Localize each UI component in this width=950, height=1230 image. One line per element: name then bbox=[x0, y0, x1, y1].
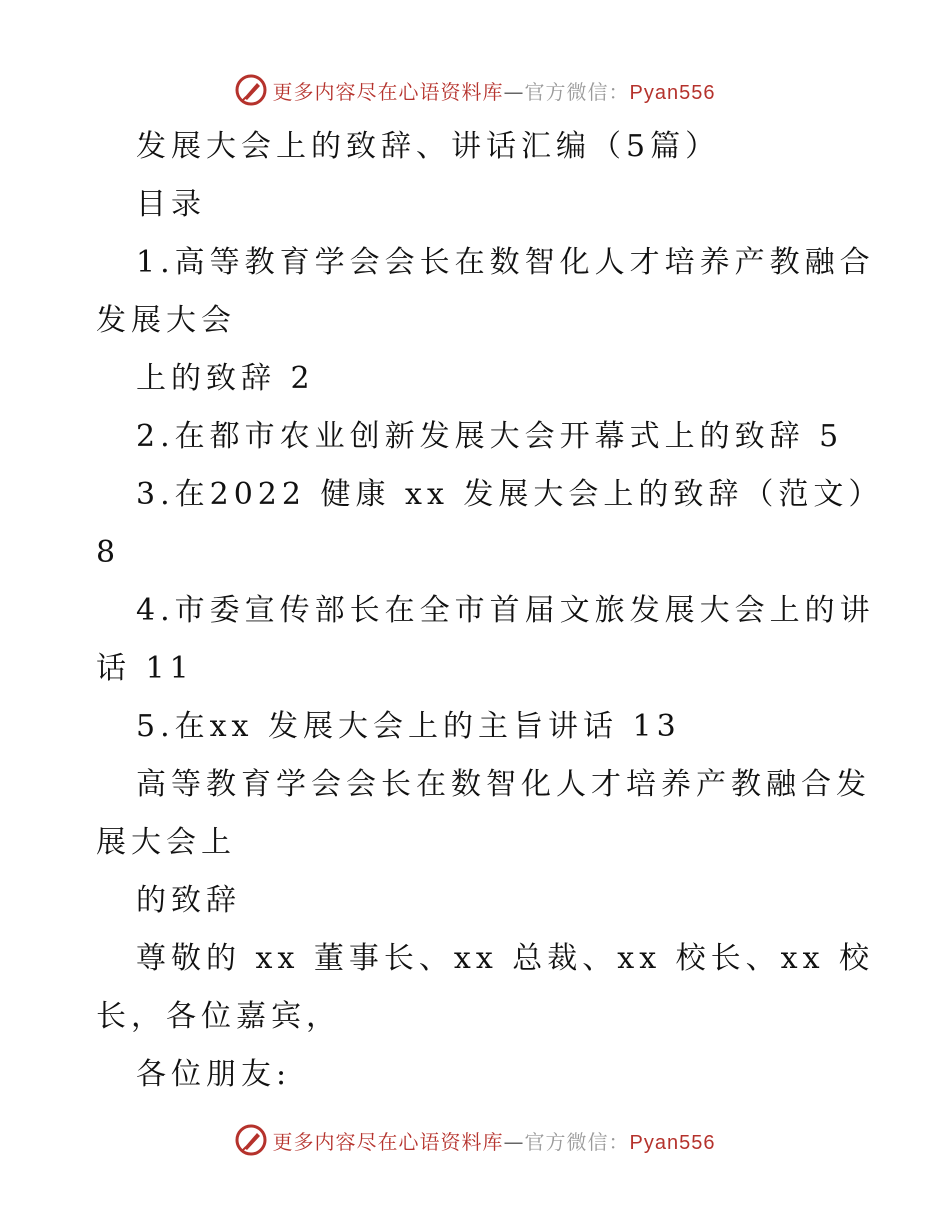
doc-line: 8 bbox=[96, 535, 121, 570]
banner-wechat-label: 官方微信： bbox=[524, 79, 630, 104]
doc-line: 长，各位嘉宾， bbox=[96, 999, 341, 1034]
doc-line: 1.高等教育学会会长在数智化人才培养产教融合 bbox=[136, 245, 875, 280]
doc-line: 上的致辞 2 bbox=[136, 361, 315, 396]
banner-site-text: 更多内容尽在心语资料库 bbox=[272, 79, 504, 104]
doc-line: 高等教育学会会长在数智化人才培养产教融合发 bbox=[136, 767, 871, 802]
banner-wechat-id: Pyan556 bbox=[629, 1131, 716, 1154]
banner-site-text: 更多内容尽在心语资料库 bbox=[272, 1129, 504, 1154]
doc-line: 发展大会 bbox=[96, 303, 236, 338]
doc-line: 话 11 bbox=[96, 651, 194, 686]
doc-line: 的致辞 bbox=[136, 883, 241, 918]
doc-line: 5.在xx 发展大会上的主旨讲话 13 bbox=[136, 709, 681, 744]
footer-watermark-banner bbox=[0, 1120, 950, 1160]
quill-logo-icon bbox=[235, 1124, 267, 1156]
doc-line: 发展大会上的致辞、讲话汇编（5篇） bbox=[136, 129, 721, 164]
banner-dash: — bbox=[503, 79, 525, 104]
doc-line: 各位朋友: bbox=[136, 1057, 292, 1092]
banner-wechat-label: 官方微信： bbox=[524, 1129, 630, 1154]
doc-line: 展大会上 bbox=[96, 825, 236, 860]
doc-line: 4.市委宣传部长在全市首届文旅发展大会上的讲 bbox=[136, 593, 875, 628]
banner-wechat-id: Pyan556 bbox=[629, 81, 716, 104]
banner-text bbox=[273, 1126, 716, 1155]
header-watermark-banner bbox=[0, 70, 950, 110]
quill-logo-icon bbox=[235, 74, 267, 106]
banner-text bbox=[273, 76, 716, 105]
doc-line: 目录 bbox=[136, 187, 206, 222]
doc-line: 尊敬的 xx 董事长、xx 总裁、xx 校长、xx 校 bbox=[136, 941, 875, 976]
document-body bbox=[96, 118, 884, 1104]
doc-line: 3.在2022 健康 xx 发展大会上的致辞（范文） bbox=[136, 477, 884, 512]
doc-line: 2.在都市农业创新发展大会开幕式上的致辞 5 bbox=[136, 419, 844, 454]
banner-dash: — bbox=[503, 1129, 525, 1154]
